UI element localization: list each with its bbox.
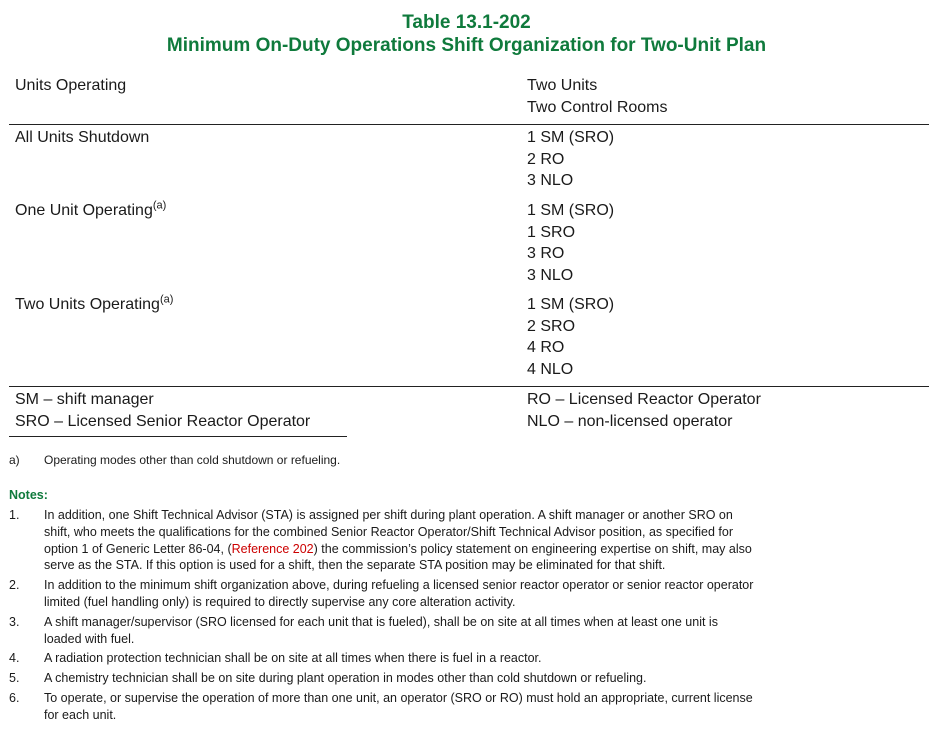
- note-line: shift, who meets the qualifications for the combined Senior Reactor Operator/Shift Technical Advisor position, as specified for: [44, 524, 734, 539]
- note-number: 6.: [9, 690, 20, 705]
- note-line: In addition to the minimum shift organization above, during refueling a licensed senior reactor operator or senior reactor operator: [44, 578, 754, 593]
- table-title: Minimum On-Duty Operations Shift Organization for Two-Unit Plan: [166, 35, 767, 56]
- note-line: A chemistry technician shall be on site during plant operation in modes other than cold shutdown or refueling.: [44, 671, 647, 686]
- note-line: for each unit.: [44, 707, 117, 722]
- header-line: Two Control Rooms: [527, 98, 668, 116]
- header-units-operating: Units Operating: [15, 77, 127, 94]
- note-line: [44, 541, 927, 558]
- legend-rule: [9, 386, 929, 387]
- note-line: serve as the STA. If this option is used for a shift, then the separate STA position may be eliminated for that shift.: [44, 558, 666, 573]
- note-item: [9, 614, 927, 648]
- note-text: [44, 690, 927, 724]
- footnote-label: a): [9, 453, 20, 467]
- note-line: A shift manager/supervisor (SRO licensed for each unit that is fueled), shall be on site at all times when at least one unit is: [44, 614, 718, 629]
- legend-entry: NLO – non-licensed operator: [527, 412, 733, 430]
- staff-line: 2 SRO: [527, 317, 576, 335]
- legend-right: [527, 389, 761, 432]
- note-line: In addition, one Shift Technical Advisor (STA) is assigned per shift during plant operation. A shift manager or another SRO on: [44, 508, 733, 522]
- row-superscript: (a): [159, 293, 174, 306]
- staff-line: 1 SRO: [527, 223, 576, 241]
- notes-list: [9, 507, 927, 727]
- note-item: [9, 577, 927, 611]
- note-number: 2.: [9, 578, 20, 593]
- legend-entry: SM – shift manager: [15, 391, 154, 408]
- staff-line: 1 SM (SRO): [527, 202, 615, 219]
- footnote-rule: [9, 436, 347, 437]
- table-number: Table 13.1-202: [402, 12, 531, 33]
- row-label-text: One Unit Operating: [15, 202, 153, 219]
- row-label: [15, 200, 166, 222]
- footnote-text: Operating modes other than cold shutdown or refueling.: [44, 453, 341, 467]
- note-text: [44, 650, 927, 667]
- staff-line: 1 SM (SRO): [527, 129, 615, 146]
- note-item: [9, 670, 927, 687]
- note-text: [44, 577, 927, 611]
- staff-line: 2 RO: [527, 150, 565, 168]
- header-line: Two Units: [527, 77, 598, 94]
- reference-link[interactable]: Reference 202: [231, 541, 314, 556]
- legend-left: [15, 389, 310, 432]
- note-line: A radiation protection technician shall be on site at all times when there is fuel in a reactor.: [44, 651, 542, 666]
- note-number: 3.: [9, 614, 20, 629]
- note-number: 1.: [9, 508, 20, 522]
- row-staff: [527, 200, 614, 286]
- row-staff: [527, 294, 614, 380]
- note-item: [9, 507, 927, 574]
- staff-line: 3 RO: [527, 245, 565, 263]
- notes-heading: Notes:: [9, 488, 48, 502]
- row-label-text: Two Units Operating: [15, 296, 160, 313]
- staff-line: 3 NLO: [527, 172, 574, 190]
- note-text: [44, 614, 927, 648]
- row-superscript: (a): [152, 199, 167, 212]
- footnote: [9, 452, 340, 468]
- row-label: [15, 127, 149, 149]
- row-staff: [527, 127, 614, 192]
- legend-entry: RO – Licensed Reactor Operator: [527, 391, 761, 408]
- staff-line: 3 NLO: [527, 266, 574, 284]
- note-item: [9, 650, 927, 667]
- note-number: 4.: [9, 651, 20, 666]
- header-rule: [9, 124, 929, 125]
- note-line: limited (fuel handling only) is required to directly supervise any core alteration activity.: [44, 594, 516, 609]
- row-label-text: All Units Shutdown: [15, 129, 150, 146]
- note-number: 5.: [9, 671, 20, 686]
- note-line: To operate, or supervise the operation of more than one unit, an operator (SRO or RO) must hold an appropriate, current license: [44, 690, 753, 705]
- note-text: [44, 670, 927, 687]
- note-item: [9, 690, 927, 724]
- staff-line: 4 NLO: [527, 360, 574, 378]
- note-text-fragment: option 1 of Generic Letter 86-04, (: [44, 541, 232, 556]
- staff-line: 4 RO: [527, 339, 565, 357]
- header-two-units: [527, 75, 668, 118]
- note-text-fragment: ) the commission’s policy statement on engineering expertise on shift, may also: [313, 541, 752, 556]
- note-text: [44, 507, 927, 574]
- row-label: [15, 294, 173, 316]
- staff-line: 1 SM (SRO): [527, 296, 615, 313]
- legend-entry: SRO – Licensed Senior Reactor Operator: [15, 412, 311, 430]
- note-line: loaded with fuel.: [44, 631, 135, 646]
